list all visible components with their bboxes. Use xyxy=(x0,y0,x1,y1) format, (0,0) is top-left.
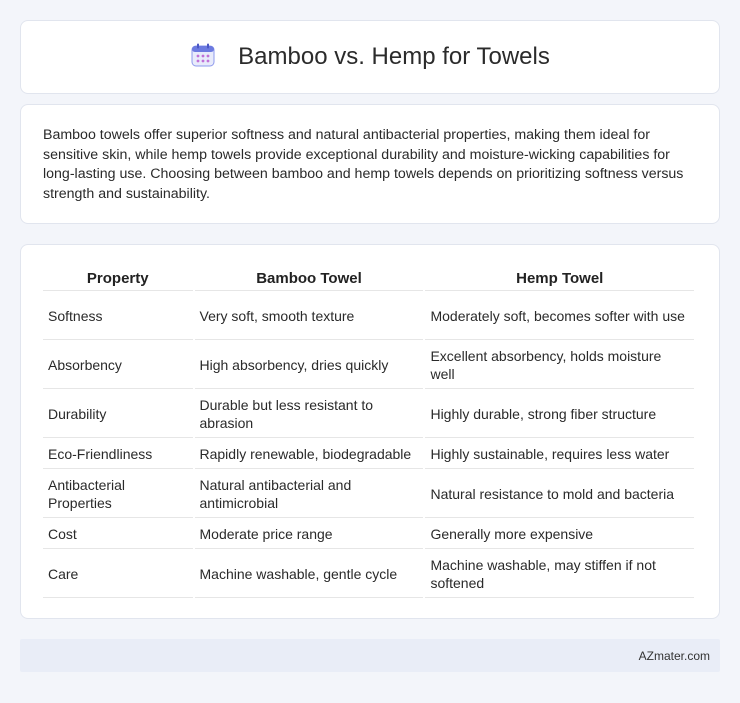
table-row xyxy=(43,471,694,518)
table-cell: Moderately soft, becomes softer with use xyxy=(425,293,694,340)
intro-text: Bamboo towels offer superior softness and natural antibacterial properties, making them ideal for sensitive skin, while hemp towels provide exceptional durability and moisture-wicking capabilities for long-lasting use. Choosing between bamboo and hemp towels depends on prioritizing softness versus strength and sustainability. xyxy=(43,127,684,202)
comparison-table-card xyxy=(20,244,720,619)
calendar-icon xyxy=(190,42,216,73)
intro-card xyxy=(20,104,720,224)
table-cell: Natural resistance to mold and bacteria xyxy=(425,471,694,518)
page-title: Bamboo vs. Hemp for Towels xyxy=(238,43,550,70)
table-header-row xyxy=(43,267,694,291)
table-cell: Highly sustainable, requires less water xyxy=(425,440,694,469)
table-row xyxy=(43,440,694,469)
table-cell: Natural antibacterial and antimicrobial xyxy=(195,471,424,518)
table-cell: Rapidly renewable, biodegradable xyxy=(195,440,424,469)
table-cell: Eco-Friendliness xyxy=(43,440,193,469)
table-cell: Durability xyxy=(43,391,193,438)
column-header-property: Property xyxy=(43,267,193,291)
table-cell: Absorbency xyxy=(43,342,193,389)
table-cell: Highly durable, strong fiber structure xyxy=(425,391,694,438)
table-cell: Durable but less resistant to abrasion xyxy=(195,391,424,438)
column-header-bamboo: Bamboo Towel xyxy=(195,267,424,291)
footer xyxy=(20,639,720,672)
column-header-hemp: Hemp Towel xyxy=(425,267,694,291)
table-cell: Generally more expensive xyxy=(425,520,694,549)
table-row xyxy=(43,293,694,340)
table-cell: Machine washable, may stiffen if not softened xyxy=(425,551,694,598)
table-cell: Care xyxy=(43,551,193,598)
header-card xyxy=(20,20,720,94)
footer-brand: AZmater.com xyxy=(638,648,710,663)
table-cell: Moderate price range xyxy=(195,520,424,549)
table-cell: High absorbency, dries quickly xyxy=(195,342,424,389)
table-cell: Machine washable, gentle cycle xyxy=(195,551,424,598)
table-row xyxy=(43,520,694,549)
table-cell: Excellent absorbency, holds moisture well xyxy=(425,342,694,389)
table-row xyxy=(43,342,694,389)
table-cell: Very soft, smooth texture xyxy=(195,293,424,340)
table-row xyxy=(43,551,694,598)
table-cell: Cost xyxy=(43,520,193,549)
table-row xyxy=(43,391,694,438)
comparison-table xyxy=(41,265,696,600)
table-cell: Antibacterial Properties xyxy=(43,471,193,518)
table-cell: Softness xyxy=(43,293,193,340)
